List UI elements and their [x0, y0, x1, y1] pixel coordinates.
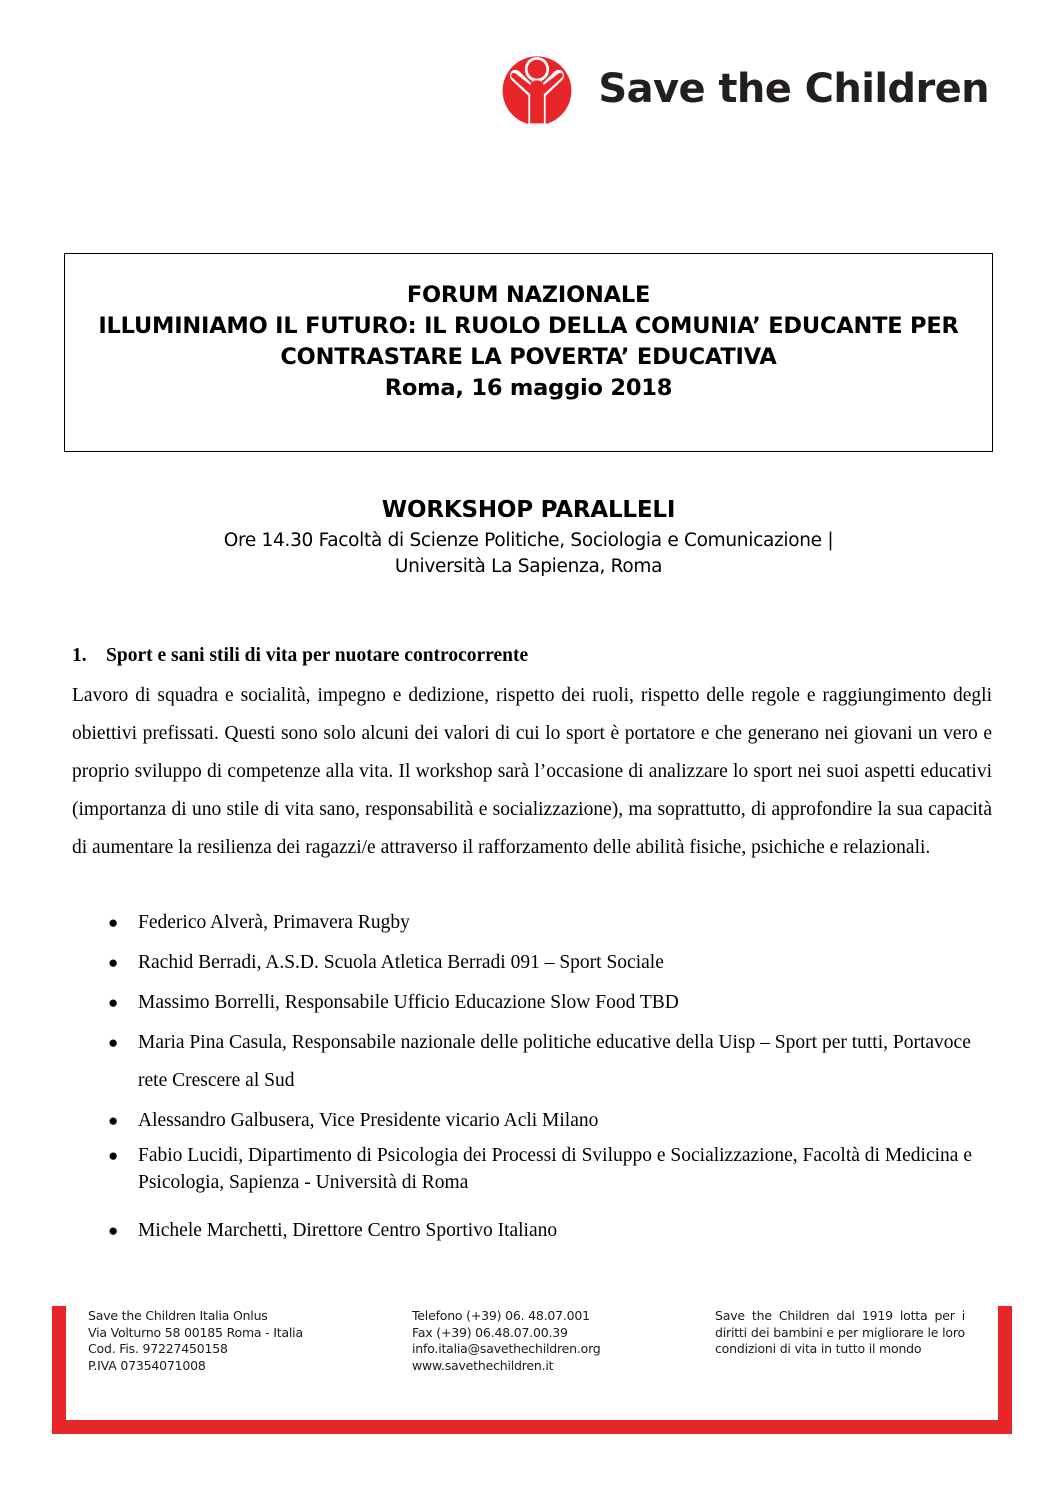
event-date-line: Roma, 16 maggio 2018	[384, 375, 673, 401]
speaker-text: Michele Marchetti, Direttore Centro Sportivo Italiano	[138, 1220, 558, 1241]
bullet-icon: ●	[108, 1111, 119, 1130]
footer-org-vat: P.IVA 07354071008	[88, 1357, 206, 1373]
footer-rule-left	[52, 1306, 66, 1434]
bullet-icon: ●	[108, 1221, 119, 1240]
workshop-header	[64, 497, 993, 580]
bullet-icon: ●	[108, 993, 119, 1012]
footer-website[interactable]: www.savethechildren.it	[412, 1357, 554, 1373]
footer-columns	[88, 1308, 986, 1374]
speaker-text: Alessandro Galbusera, Vice Presidente vicario Acli Milano	[138, 1110, 599, 1131]
list-item	[72, 904, 992, 942]
event-title-line-2: ILLUMINIAMO IL FUTURO: IL RUOLO DELLA COMUNIA’ EDUCANTE PER	[98, 313, 959, 339]
footer-rule-right	[998, 1306, 1012, 1434]
list-item	[72, 984, 992, 1022]
footer-org-address: Via Volturno 58 00185 Roma - Italia	[88, 1324, 303, 1340]
bullet-icon: ●	[108, 1146, 119, 1165]
speaker-text: Fabio Lucidi, Dipartimento di Psicologia dei Processi di Sviluppo e Socializzazione, Facoltà di Medicina e Psicologia, Sapienza - Università di Roma	[138, 1145, 972, 1193]
main-content	[72, 645, 992, 1266]
section-heading	[72, 645, 992, 667]
bullet-icon: ●	[108, 953, 119, 972]
section-title: Sport e sani stili di vita per nuotare controcorrente	[106, 645, 529, 666]
footer-org-fiscal-code: Cod. Fis. 97227450158	[88, 1341, 228, 1356]
workshop-venue-line-1: Ore 14.30 Facoltà di Scienze Politiche, Sociologia e Comunicazione |	[223, 530, 834, 551]
list-item	[72, 1212, 992, 1250]
logo-wordmark: Save the Children	[598, 66, 989, 112]
speaker-text: Maria Pina Casula, Responsabile nazionale delle politiche educative della Uisp – Sport per tutti, Portavoce rete Crescere al Sud	[138, 1032, 971, 1091]
workshop-title: WORKSHOP PARALLELI	[381, 497, 676, 523]
footer-mission-text: Save the Children dal 1919 lotta per i diritti dei bambini e per migliorare le loro condizioni di vita in tutto il mondo	[715, 1308, 965, 1356]
bullet-icon: ●	[108, 913, 119, 932]
list-item	[72, 1024, 992, 1100]
footer-email[interactable]: info.italia@savethechildren.org	[412, 1341, 601, 1356]
section-number: 1.	[72, 645, 87, 666]
list-item	[72, 1102, 992, 1140]
save-the-children-logo-icon	[494, 46, 580, 132]
list-item	[72, 1142, 992, 1196]
footer-org-details	[88, 1308, 412, 1374]
bullet-icon: ●	[108, 1033, 119, 1052]
event-title-box	[64, 253, 993, 452]
footer-mission-statement	[715, 1308, 965, 1374]
workshop-venue-line-2: Università La Sapienza, Roma	[394, 556, 663, 577]
event-title-line-3: CONTRASTARE LA POVERTA’ EDUCATIVA	[280, 344, 777, 370]
page-footer	[52, 1306, 1012, 1434]
page-header	[494, 46, 989, 132]
footer-contact-details	[412, 1308, 715, 1374]
speaker-text: Massimo Borrelli, Responsabile Ufficio Educazione Slow Food TBD	[138, 992, 679, 1013]
speaker-text: Federico Alverà, Primavera Rugby	[138, 912, 410, 933]
footer-fax: Fax (+39) 06.48.07.00.39	[412, 1324, 568, 1340]
list-item	[72, 944, 992, 982]
speaker-text: Rachid Berradi, A.S.D. Scuola Atletica Berradi 091 – Sport Sociale	[138, 952, 664, 973]
footer-rule-bottom	[52, 1420, 1012, 1434]
footer-org-name: Save the Children Italia Onlus	[88, 1308, 268, 1323]
event-title-line-1: FORUM NAZIONALE	[406, 282, 651, 308]
section-description: Lavoro di squadra e socialità, impegno e dedizione, rispetto dei ruoli, rispetto delle regole e raggiungimento degli obiettivi prefissati. Questi sono solo alcuni dei valori di cui lo sport è portatore e che generano nei giovani un vero e proprio sviluppo di competenze alla vita. Il workshop sarà l’occasione di analizzare lo sport nei suoi aspetti educativi (importanza di uno stile di vita sano, responsabilità e socializzazione), ma soprattutto, di approfondire la sua capacità di aumentare la resilienza dei ragazzi/e attraverso il rafforzamento delle abilità fisiche, psichiche e relazionali.	[72, 685, 992, 858]
speakers-list	[72, 904, 992, 1250]
footer-phone: Telefono (+39) 06. 48.07.001	[412, 1308, 590, 1323]
